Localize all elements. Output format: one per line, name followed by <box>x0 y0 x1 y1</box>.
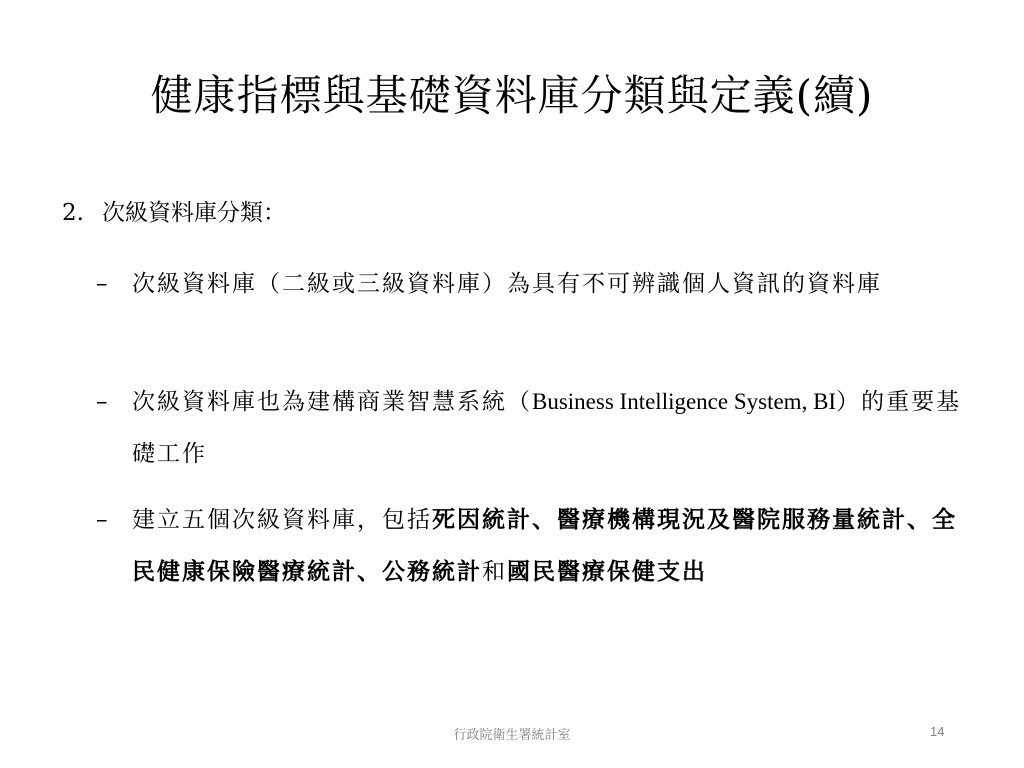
bullet-text-prefix: 建立五個次級資料庫，包括 <box>132 507 432 533</box>
bullet-text <box>132 494 976 598</box>
bullet-dash: – <box>96 271 108 297</box>
footer-organization: 行政院衛生署統計室 <box>453 728 571 743</box>
bullet-text-latin: Business Intelligence System, BI <box>532 389 837 414</box>
bullet-text: 次級資料庫（二級或三級資料庫）為具有不可辨識個人資訊的資料庫 <box>132 271 882 297</box>
bullet-text-suffix: ）的重要基礎工作 <box>132 389 962 467</box>
bullet-bold-statistics: 死因統計、醫療機構現況及醫院服務量統計、全民健康保險醫療統計、公務統計 <box>132 506 957 585</box>
bullet-item <box>96 494 976 598</box>
bullet-text-prefix: 次級資料庫也為建構商業智慧系統（ <box>132 389 532 415</box>
section-heading-text: 次級資料庫分類： <box>102 200 286 226</box>
bullet-text <box>132 376 976 480</box>
section-heading <box>62 196 286 230</box>
bullet-item <box>96 376 976 480</box>
slide-title: 健康指標與基礎資料庫分類與定義(續) <box>150 71 874 120</box>
bullet-bold-health-expenditure: 國民醫療保健支出 <box>507 558 707 585</box>
bullet-item <box>96 258 976 310</box>
bullet-dash: – <box>96 507 108 533</box>
page-number: 14 <box>930 724 945 739</box>
bullet-joiner: 和 <box>482 559 507 585</box>
section-number: 2. <box>62 200 84 226</box>
bullet-dash: – <box>96 389 108 415</box>
